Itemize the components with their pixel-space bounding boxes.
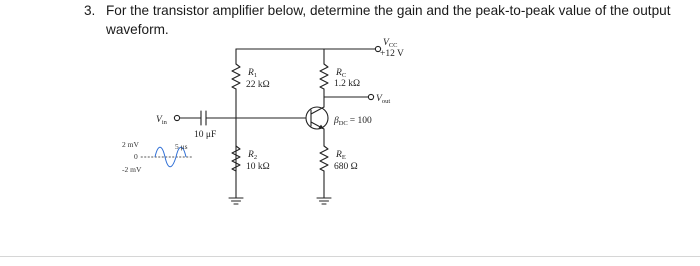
rc-value: 1.2 kΩ — [334, 79, 361, 89]
ground-r2 — [229, 198, 243, 204]
waveform-bottom-label: -2 mV — [122, 165, 142, 174]
r1-value: 22 kΩ — [246, 80, 270, 90]
vout-label: $V_{out}$ — [376, 94, 391, 105]
ground-re — [317, 198, 331, 204]
rc-label: $R_C$ — [336, 68, 347, 79]
r2-value: 10 kΩ — [246, 162, 270, 172]
vin-terminal — [174, 115, 179, 120]
re-label: $R_E$ — [336, 150, 346, 161]
beta-label: $\beta_{DC} = 100$ — [334, 116, 372, 127]
vcc-value: +12 V — [380, 49, 404, 59]
waveform-top-label: 2 mV — [122, 140, 139, 149]
question-line-1: For the transistor amplifier below, determine the gain and the peak-to-peak value of the output — [106, 3, 671, 18]
waveform-zero-label: 0 — [134, 152, 138, 161]
re-zigzag — [320, 146, 328, 171]
capacitor-plates — [201, 111, 206, 125]
re-value: 680 Ω — [334, 162, 358, 172]
rc-zigzag — [320, 64, 328, 89]
r2-label: $R_2$ — [248, 150, 258, 161]
waveform-period-label: 5 μs — [175, 142, 188, 151]
vout-terminal — [368, 94, 373, 99]
bottom-divider — [0, 256, 700, 257]
vin-label: $V_{in}$ — [156, 115, 167, 126]
question-line-2: waveform. — [106, 22, 169, 37]
question-number: 3. — [84, 3, 96, 18]
vcc-label: $V_{CC}$ — [383, 38, 398, 49]
capacitor-value: 10 μF — [194, 130, 217, 140]
r1-label: $R_1$ — [248, 68, 258, 79]
r1-zigzag — [232, 64, 240, 89]
